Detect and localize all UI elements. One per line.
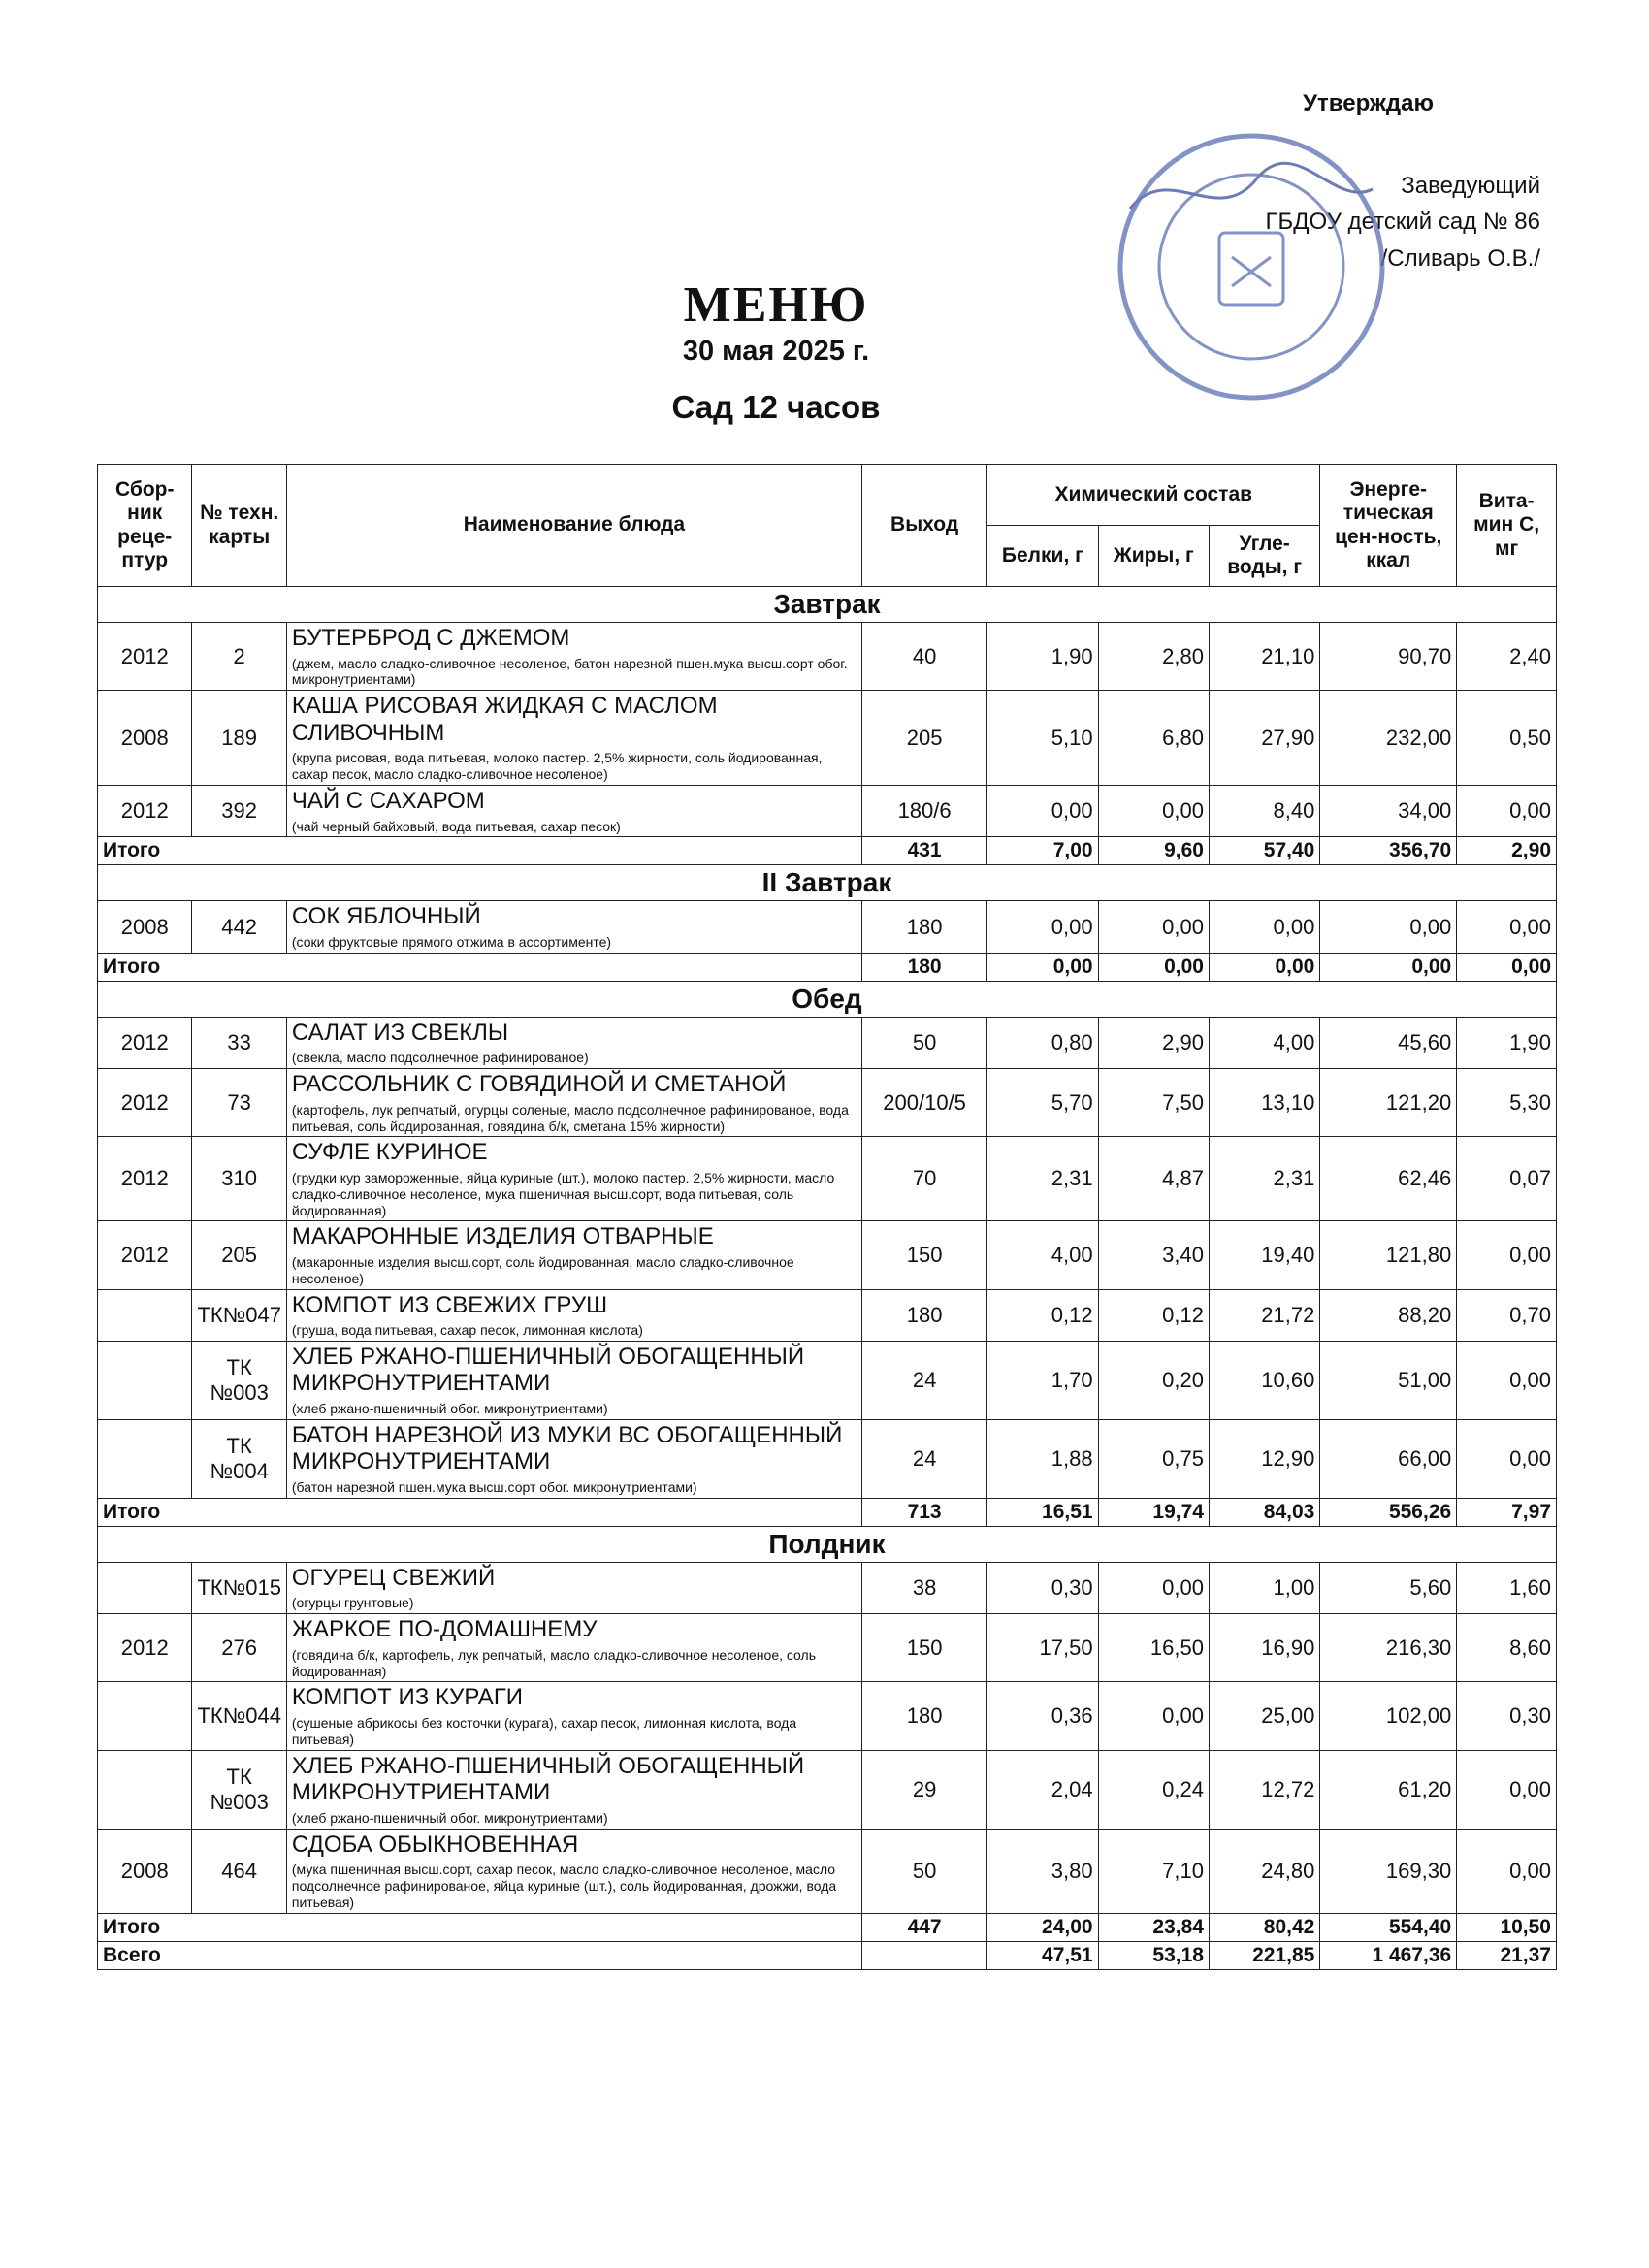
grand-total-energy: 1 467,36 [1320, 1941, 1457, 1969]
header-yield: Выход [862, 465, 987, 587]
total-yield: 180 [862, 953, 987, 981]
dish-fat: 6,80 [1098, 691, 1209, 786]
dish-protein: 0,12 [987, 1289, 1098, 1341]
dish-yield: 50 [862, 1829, 987, 1913]
grand-total-protein: 47,51 [987, 1941, 1098, 1969]
dish-fat: 7,10 [1098, 1829, 1209, 1913]
total-vitc: 7,97 [1457, 1498, 1557, 1526]
grand-total-row [98, 1941, 1557, 1969]
dish-carbs: 27,90 [1209, 691, 1319, 786]
dish-carbs: 12,72 [1209, 1750, 1319, 1829]
dish-energy: 232,00 [1320, 691, 1457, 786]
dish-carbs: 10,60 [1209, 1341, 1319, 1419]
dish-vitamin-c: 0,70 [1457, 1289, 1557, 1341]
dish-vitamin-c: 0,00 [1457, 1829, 1557, 1913]
dish-name: ОГУРЕЦ СВЕЖИЙ [291, 1564, 496, 1591]
dish-energy: 45,60 [1320, 1017, 1457, 1068]
recipe-collection: 2012 [98, 1137, 192, 1221]
tech-card-number: ТК №003 [192, 1750, 286, 1829]
header-collection: Сбор-ник реце-птур [98, 465, 192, 587]
dish-fat: 0,24 [1098, 1750, 1209, 1829]
dish-ingredients: (соки фруктовые прямого отжима в ассортименте) [291, 933, 612, 950]
dish-vitamin-c: 0,00 [1457, 1419, 1557, 1498]
dish-ingredients: (чай черный байховый, вода питьевая, сахар песок) [291, 818, 621, 834]
dish-name: КОМПОТ ИЗ СВЕЖИХ ГРУШ [291, 1291, 608, 1318]
section-header-row [98, 1526, 1557, 1562]
total-fat: 0,00 [1098, 953, 1209, 981]
dish-name-cell [286, 1562, 861, 1613]
dish-vitamin-c: 0,00 [1457, 1750, 1557, 1829]
total-fat: 23,84 [1098, 1913, 1209, 1941]
section-header-row [98, 865, 1557, 901]
section-total-row [98, 953, 1557, 981]
dish-name: СДОБА ОБЫКНОВЕННАЯ [291, 1831, 579, 1858]
total-label: Итого [98, 1498, 862, 1526]
dish-yield: 205 [862, 691, 987, 786]
tech-card-number: 464 [192, 1829, 286, 1913]
approval-title: Утверждаю [1303, 90, 1434, 116]
header-protein: Белки, г [987, 526, 1098, 587]
dish-ingredients: (крупа рисовая, вода питьевая, молоко пастер. 2,5% жирности, соль йодированная, сахар песок, масло сладко-сливочное несоленое) [291, 750, 823, 783]
dish-name: КОМПОТ ИЗ КУРАГИ [291, 1684, 524, 1711]
dish-name: РАССОЛЬНИК С ГОВЯДИНОЙ И СМЕТАНОЙ [291, 1071, 787, 1098]
dish-vitamin-c: 5,30 [1457, 1069, 1557, 1137]
recipe-collection [98, 1750, 192, 1829]
recipe-collection: 2012 [98, 785, 192, 836]
menu-date: 30 мая 2025 г. [682, 336, 870, 367]
dish-yield: 150 [862, 1614, 987, 1682]
dish-energy: 51,00 [1320, 1341, 1457, 1419]
dish-fat: 0,00 [1098, 901, 1209, 953]
dish-protein: 0,00 [987, 901, 1098, 953]
dish-row [98, 785, 1557, 836]
dish-vitamin-c: 0,00 [1457, 1221, 1557, 1289]
title-block [543, 276, 1009, 426]
dish-vitamin-c: 0,50 [1457, 691, 1557, 786]
total-energy: 0,00 [1320, 953, 1457, 981]
tech-card-number: 33 [192, 1017, 286, 1068]
tech-card-number: 276 [192, 1614, 286, 1682]
dish-name: БАТОН НАРЕЗНОЙ ИЗ МУКИ ВС ОБОГАЩЕННЫЙ МИКРОНУТРИЕНТАМИ [291, 1421, 843, 1475]
dish-fat: 0,00 [1098, 1562, 1209, 1613]
dish-name-cell [286, 1829, 861, 1913]
dish-ingredients: (хлеб ржано-пшеничный обог. микронутриентами) [291, 1809, 608, 1826]
dish-row [98, 1614, 1557, 1682]
dish-energy: 66,00 [1320, 1419, 1457, 1498]
section-total-row [98, 837, 1557, 865]
total-protein: 24,00 [987, 1913, 1098, 1941]
dish-name-cell [286, 1682, 861, 1750]
dish-ingredients: (сушеные абрикосы без косточки (курага), сахар песок, лимонная кислота, вода питьевая) [291, 1715, 797, 1747]
header-energy: Энерге-тическая цен-ность, ккал [1320, 465, 1457, 587]
section-title: Завтрак [98, 587, 1557, 623]
dish-carbs: 21,72 [1209, 1289, 1319, 1341]
total-yield: 447 [862, 1913, 987, 1941]
dish-protein: 0,00 [987, 785, 1098, 836]
dish-row [98, 1069, 1557, 1137]
dish-ingredients: (джем, масло сладко-сливочное несоленое, батон нарезной пшен.мука высш.сорт обог. микронутриентами) [291, 655, 848, 688]
dish-fat: 0,20 [1098, 1341, 1209, 1419]
dish-energy: 62,46 [1320, 1137, 1457, 1221]
grand-total-yield [862, 1941, 987, 1969]
approval-signatory: /Сливарь О.В./ [1380, 244, 1540, 272]
dish-ingredients: (огурцы грунтовые) [291, 1595, 414, 1611]
total-label: Итого [98, 837, 862, 865]
header-tech-card: № техн. карты [192, 465, 286, 587]
dish-yield: 180 [862, 1682, 987, 1750]
total-energy: 554,40 [1320, 1913, 1457, 1941]
dish-ingredients: (груша, вода питьевая, сахар песок, лимонная кислота) [291, 1322, 643, 1339]
dish-energy: 88,20 [1320, 1289, 1457, 1341]
dish-fat: 4,87 [1098, 1137, 1209, 1221]
dish-yield: 40 [862, 623, 987, 691]
dish-name: СУФЛЕ КУРИНОЕ [291, 1139, 488, 1166]
dish-name-cell [286, 1419, 861, 1498]
official-stamp-image [1111, 121, 1392, 412]
dish-yield: 180 [862, 1289, 987, 1341]
dish-protein: 17,50 [987, 1614, 1098, 1682]
dish-vitamin-c: 0,30 [1457, 1682, 1557, 1750]
dish-yield: 150 [862, 1221, 987, 1289]
dish-name: САЛАТ ИЗ СВЕКЛЫ [291, 1019, 509, 1046]
dish-ingredients: (макаронные изделия высш.сорт, соль йодированная, масло сладко-сливочное несоленое) [291, 1253, 794, 1286]
grand-total-carbs: 221,85 [1209, 1941, 1319, 1969]
dish-row [98, 1017, 1557, 1068]
section-title: II Завтрак [98, 865, 1557, 901]
tech-card-number: 2 [192, 623, 286, 691]
dish-name: ЖАРКОЕ ПО-ДОМАШНЕМУ [291, 1616, 598, 1643]
dish-carbs: 13,10 [1209, 1069, 1319, 1137]
dish-energy: 121,80 [1320, 1221, 1457, 1289]
dish-protein: 2,31 [987, 1137, 1098, 1221]
dish-ingredients: (хлеб ржано-пшеничный обог. микронутриентами) [291, 1401, 608, 1417]
dish-fat: 0,00 [1098, 1682, 1209, 1750]
recipe-collection [98, 1419, 192, 1498]
recipe-collection: 2012 [98, 1069, 192, 1137]
header-carbs: Угле-воды, г [1209, 526, 1319, 587]
dish-carbs: 16,90 [1209, 1614, 1319, 1682]
dish-name-cell [286, 1137, 861, 1221]
dish-yield: 24 [862, 1419, 987, 1498]
recipe-collection: 2008 [98, 1829, 192, 1913]
total-carbs: 0,00 [1209, 953, 1319, 981]
dish-carbs: 1,00 [1209, 1562, 1319, 1613]
dish-row [98, 1682, 1557, 1750]
dish-vitamin-c: 8,60 [1457, 1614, 1557, 1682]
grand-total-label: Всего [98, 1941, 862, 1969]
approval-position: Заведующий [1401, 173, 1540, 200]
section-header-row [98, 981, 1557, 1017]
dish-name: СОК ЯБЛОЧНЫЙ [291, 903, 481, 930]
tech-card-number: 392 [192, 785, 286, 836]
section-header-row [98, 587, 1557, 623]
dish-carbs: 12,90 [1209, 1419, 1319, 1498]
dish-row [98, 1221, 1557, 1289]
recipe-collection: 2008 [98, 691, 192, 786]
total-energy: 556,26 [1320, 1498, 1457, 1526]
dish-carbs: 2,31 [1209, 1137, 1319, 1221]
total-carbs: 84,03 [1209, 1498, 1319, 1526]
dish-carbs: 19,40 [1209, 1221, 1319, 1289]
total-carbs: 57,40 [1209, 837, 1319, 865]
dish-carbs: 25,00 [1209, 1682, 1319, 1750]
recipe-collection: 2008 [98, 901, 192, 953]
dish-row [98, 901, 1557, 953]
tech-card-number: ТК№047 [192, 1289, 286, 1341]
dish-name-cell [286, 1750, 861, 1829]
dish-protein: 3,80 [987, 1829, 1098, 1913]
dish-ingredients: (батон нарезной пшен.мука высш.сорт обог. микронутриентами) [291, 1479, 697, 1496]
dish-name-cell [286, 623, 861, 691]
dish-name-cell [286, 901, 861, 953]
section-total-row [98, 1913, 1557, 1941]
tech-card-number: ТК№015 [192, 1562, 286, 1613]
dish-name: КАША РИСОВАЯ ЖИДКАЯ С МАСЛОМ СЛИВОЧНЫМ [291, 693, 718, 746]
total-protein: 16,51 [987, 1498, 1098, 1526]
dish-energy: 169,30 [1320, 1829, 1457, 1913]
dish-vitamin-c: 1,90 [1457, 1017, 1557, 1068]
tech-card-number: ТК№044 [192, 1682, 286, 1750]
dish-carbs: 0,00 [1209, 901, 1319, 953]
total-vitc: 10,50 [1457, 1913, 1557, 1941]
dish-yield: 24 [862, 1341, 987, 1419]
dish-name-cell [286, 1069, 861, 1137]
dish-energy: 121,20 [1320, 1069, 1457, 1137]
dish-protein: 1,90 [987, 623, 1098, 691]
dish-energy: 61,20 [1320, 1750, 1457, 1829]
tech-card-number: 310 [192, 1137, 286, 1221]
dish-name-cell [286, 1017, 861, 1068]
dish-fat: 0,75 [1098, 1419, 1209, 1498]
dish-ingredients: (грудки кур замороженные, яйца куриные (шт.), молоко пастер. 2,5% жирности, масло сладко-сливочное несоленое, мука пшеничная высш.сорт, вода питьевая, соль йодированная) [291, 1169, 835, 1218]
dish-vitamin-c: 0,07 [1457, 1137, 1557, 1221]
dish-yield: 50 [862, 1017, 987, 1068]
dish-name-cell [286, 1221, 861, 1289]
header-dish-name: Наименование блюда [286, 465, 861, 587]
recipe-collection [98, 1682, 192, 1750]
header-chemical-composition: Химический состав [987, 465, 1320, 526]
recipe-collection: 2012 [98, 1614, 192, 1682]
dish-carbs: 24,80 [1209, 1829, 1319, 1913]
dish-name-cell [286, 1341, 861, 1419]
section-title: Полдник [98, 1526, 1557, 1562]
dish-yield: 29 [862, 1750, 987, 1829]
dish-ingredients: (мука пшеничная высш.сорт, сахар песок, масло сладко-сливочное несоленое, масло подсолнечное рафинированое, яйца куриные (шт.), соль йодированная, дрожжи, вода питьевая) [291, 1862, 837, 1910]
tech-card-number: 442 [192, 901, 286, 953]
grand-total-vitc: 21,37 [1457, 1941, 1557, 1969]
page-title: МЕНЮ [683, 277, 869, 333]
dish-energy: 216,30 [1320, 1614, 1457, 1682]
dish-fat: 2,90 [1098, 1017, 1209, 1068]
dish-ingredients: (свекла, масло подсолнечное рафинированое) [291, 1050, 589, 1066]
tech-card-number: ТК №003 [192, 1341, 286, 1419]
dish-row [98, 1341, 1557, 1419]
header-vitamin-c: Вита-мин С, мг [1457, 465, 1557, 587]
total-yield: 431 [862, 837, 987, 865]
menu-subtitle: Сад 12 часов [671, 389, 881, 425]
tech-card-number: ТК №004 [192, 1419, 286, 1498]
total-fat: 19,74 [1098, 1498, 1209, 1526]
dish-protein: 0,36 [987, 1682, 1098, 1750]
header-fat: Жиры, г [1098, 526, 1209, 587]
dish-energy: 5,60 [1320, 1562, 1457, 1613]
dish-yield: 38 [862, 1562, 987, 1613]
total-label: Итого [98, 1913, 862, 1941]
total-energy: 356,70 [1320, 837, 1457, 865]
total-vitc: 0,00 [1457, 953, 1557, 981]
dish-name: ХЛЕБ РЖАНО-ПШЕНИЧНЫЙ ОБОГАЩЕННЫЙ МИКРОНУТРИЕНТАМИ [291, 1752, 805, 1806]
total-yield: 713 [862, 1498, 987, 1526]
recipe-collection [98, 1562, 192, 1613]
total-vitc: 2,90 [1457, 837, 1557, 865]
dish-energy: 0,00 [1320, 901, 1457, 953]
dish-row [98, 1137, 1557, 1221]
total-protein: 0,00 [987, 953, 1098, 981]
section-total-row [98, 1498, 1557, 1526]
dish-row [98, 1289, 1557, 1341]
dish-vitamin-c: 0,00 [1457, 901, 1557, 953]
section-title: Обед [98, 981, 1557, 1017]
dish-energy: 90,70 [1320, 623, 1457, 691]
dish-name-cell [286, 785, 861, 836]
approval-organization: ГБДОУ детский сад № 86 [1265, 209, 1540, 236]
total-carbs: 80,42 [1209, 1913, 1319, 1941]
dish-carbs: 8,40 [1209, 785, 1319, 836]
dish-yield: 70 [862, 1137, 987, 1221]
dish-name: ХЛЕБ РЖАНО-ПШЕНИЧНЫЙ ОБОГАЩЕННЫЙ МИКРОНУТРИЕНТАМИ [291, 1343, 805, 1397]
dish-name: ЧАЙ С САХАРОМ [291, 787, 485, 814]
dish-protein: 5,70 [987, 1069, 1098, 1137]
total-label: Итого [98, 953, 862, 981]
dish-fat: 0,00 [1098, 785, 1209, 836]
dish-carbs: 21,10 [1209, 623, 1319, 691]
dish-name-cell [286, 1614, 861, 1682]
recipe-collection: 2012 [98, 623, 192, 691]
recipe-collection [98, 1341, 192, 1419]
dish-name: МАКАРОННЫЕ ИЗДЕЛИЯ ОТВАРНЫЕ [291, 1223, 714, 1250]
dish-protein: 5,10 [987, 691, 1098, 786]
dish-protein: 4,00 [987, 1221, 1098, 1289]
dish-row [98, 691, 1557, 786]
dish-vitamin-c: 2,40 [1457, 623, 1557, 691]
dish-row [98, 1750, 1557, 1829]
dish-protein: 0,30 [987, 1562, 1098, 1613]
dish-carbs: 4,00 [1209, 1017, 1319, 1068]
dish-protein: 1,70 [987, 1341, 1098, 1419]
total-fat: 9,60 [1098, 837, 1209, 865]
dish-yield: 180/6 [862, 785, 987, 836]
tech-card-number: 189 [192, 691, 286, 786]
dish-name-cell [286, 1289, 861, 1341]
menu-table [97, 464, 1557, 1970]
recipe-collection [98, 1289, 192, 1341]
tech-card-number: 73 [192, 1069, 286, 1137]
dish-energy: 102,00 [1320, 1682, 1457, 1750]
total-protein: 7,00 [987, 837, 1098, 865]
dish-energy: 34,00 [1320, 785, 1457, 836]
dish-vitamin-c: 1,60 [1457, 1562, 1557, 1613]
grand-total-fat: 53,18 [1098, 1941, 1209, 1969]
dish-fat: 3,40 [1098, 1221, 1209, 1289]
dish-vitamin-c: 0,00 [1457, 785, 1557, 836]
dish-ingredients: (говядина б/к, картофель, лук репчатый, масло сладко-сливочное несоленое, соль йодированная) [291, 1646, 816, 1679]
dish-row [98, 623, 1557, 691]
dish-name-cell [286, 691, 861, 786]
dish-vitamin-c: 0,00 [1457, 1341, 1557, 1419]
dish-fat: 2,80 [1098, 623, 1209, 691]
dish-protein: 0,80 [987, 1017, 1098, 1068]
dish-row [98, 1829, 1557, 1913]
dish-yield: 200/10/5 [862, 1069, 987, 1137]
dish-fat: 16,50 [1098, 1614, 1209, 1682]
dish-yield: 180 [862, 901, 987, 953]
tech-card-number: 205 [192, 1221, 286, 1289]
dish-fat: 7,50 [1098, 1069, 1209, 1137]
dish-ingredients: (картофель, лук репчатый, огурцы соленые, масло подсолнечное рафинированое, вода питьевая, соль йодированная, говядина б/к, сметана 15% жирности) [291, 1101, 849, 1134]
recipe-collection: 2012 [98, 1017, 192, 1068]
dish-row [98, 1419, 1557, 1498]
dish-fat: 0,12 [1098, 1289, 1209, 1341]
dish-name: БУТЕРБРОД С ДЖЕМОМ [291, 625, 570, 651]
recipe-collection: 2012 [98, 1221, 192, 1289]
dish-protein: 1,88 [987, 1419, 1098, 1498]
dish-protein: 2,04 [987, 1750, 1098, 1829]
menu-table-body [98, 587, 1557, 1970]
dish-row [98, 1562, 1557, 1613]
